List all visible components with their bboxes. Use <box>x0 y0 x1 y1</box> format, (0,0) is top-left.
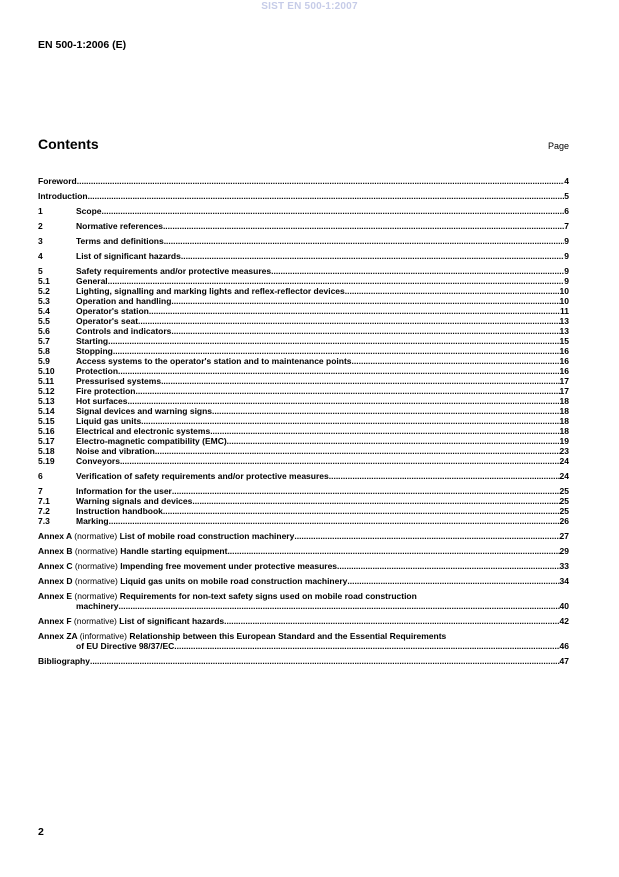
toc-entry[interactable] <box>38 456 569 466</box>
dot-leader <box>77 176 565 186</box>
dot-leader <box>119 601 560 611</box>
dot-leader <box>192 496 559 506</box>
entry-title: Introduction <box>38 191 88 201</box>
entry-page: 10 <box>559 286 569 296</box>
entry-number: 1 <box>38 206 43 216</box>
entry-number: 5.19 <box>38 456 55 466</box>
toc-entry[interactable] <box>38 326 569 336</box>
entry-page: 9 <box>564 236 569 246</box>
annex-page: 34 <box>559 576 569 586</box>
annex-title: List of mobile road construction machinery <box>119 531 295 541</box>
page-column-label: Page <box>547 141 569 151</box>
dot-leader <box>113 346 560 356</box>
annex-title-continued: machinery <box>76 601 119 611</box>
toc-entry[interactable] <box>38 306 569 316</box>
entry-number: 7.3 <box>38 516 50 526</box>
entry-title: Pressurised systems <box>76 376 162 386</box>
entry-number: 5.10 <box>38 366 55 376</box>
annex-title: List of significant hazards <box>119 616 225 626</box>
entry-title: Normative references <box>76 221 163 231</box>
entry-number: 5.12 <box>38 386 55 396</box>
annex-page: 42 <box>559 616 569 626</box>
entry-page: 25 <box>559 486 569 496</box>
dot-leader <box>163 221 564 231</box>
dot-leader <box>294 531 559 541</box>
annex-page: 46 <box>559 641 569 651</box>
annex-entry[interactable] <box>38 576 569 586</box>
toc-entry[interactable] <box>38 416 569 426</box>
annex-type: (normative) <box>74 576 118 586</box>
dot-leader <box>212 406 559 416</box>
dot-leader <box>138 316 560 326</box>
annex-page: 29 <box>559 546 569 556</box>
entry-page: 23 <box>559 446 569 456</box>
toc-entry[interactable] <box>38 176 569 186</box>
watermark: SIST EN 500-1:2007 <box>261 1 358 12</box>
toc-entry[interactable] <box>38 446 569 456</box>
annex-continuation-line <box>38 641 569 651</box>
toc-entry[interactable] <box>38 286 569 296</box>
dot-leader <box>227 436 560 446</box>
toc-entry[interactable] <box>38 316 569 326</box>
annex-page: 40 <box>559 601 569 611</box>
toc-entry[interactable] <box>38 406 569 416</box>
annex-label: Annex E <box>38 591 73 601</box>
entry-number: 5.1 <box>38 276 50 286</box>
entry-page: 26 <box>559 516 569 526</box>
dot-leader <box>352 356 560 366</box>
dot-leader <box>102 206 565 216</box>
toc-entry[interactable] <box>38 251 569 261</box>
dot-leader <box>163 506 560 516</box>
entry-page: 16 <box>559 346 569 356</box>
annex-heading <box>38 546 227 556</box>
dot-leader <box>171 296 559 306</box>
toc-section-group <box>38 191 569 201</box>
annex-title: Relationship between this European Standard and the Essential Requirements <box>129 631 447 641</box>
annex-type: (normative) <box>73 616 117 626</box>
annex-type: (normative) <box>74 561 118 571</box>
entry-page: 13 <box>559 316 569 326</box>
toc-section-group <box>38 176 569 186</box>
bibliography-title: Bibliography <box>38 656 90 666</box>
dot-leader <box>171 326 559 336</box>
annex-heading <box>38 531 294 541</box>
annex-title: Liquid gas units on mobile road construction machinery <box>120 576 348 586</box>
annex-heading <box>38 576 347 586</box>
entry-title: Instruction handbook <box>76 506 163 516</box>
entry-title: Fire protection <box>76 386 136 396</box>
annex-type: (normative) <box>74 531 118 541</box>
entry-number: 5.6 <box>38 326 50 336</box>
dot-leader <box>227 546 559 556</box>
entry-number: 7 <box>38 486 43 496</box>
contents-title: Contents <box>38 136 99 152</box>
document-id: EN 500-1:2006 (E) <box>38 39 127 51</box>
entry-number: 5.13 <box>38 396 55 406</box>
entry-title: Scope <box>76 206 102 216</box>
entry-number: 6 <box>38 471 43 481</box>
entry-title: Terms and definitions <box>76 236 164 246</box>
toc-entry[interactable] <box>38 376 569 386</box>
entry-title: Stopping <box>76 346 113 356</box>
dot-leader <box>118 366 560 376</box>
annex-group <box>38 561 569 571</box>
entry-page: 18 <box>559 416 569 426</box>
entry-title: Foreword <box>38 176 77 186</box>
bibliography-page: 47 <box>559 656 569 666</box>
entry-title: Noise and vibration <box>76 446 155 456</box>
toc-entry[interactable] <box>38 486 569 496</box>
dot-leader <box>108 276 565 286</box>
entry-title: Access systems to the operator's station and to maintenance points <box>76 356 352 366</box>
toc-entry[interactable] <box>38 396 569 406</box>
annex-type: (normative) <box>74 546 118 556</box>
entry-number: 5.9 <box>38 356 50 366</box>
toc-entry[interactable] <box>38 496 569 506</box>
annex-page: 33 <box>559 561 569 571</box>
entry-page: 17 <box>559 376 569 386</box>
entry-number: 5 <box>38 266 43 276</box>
entry-number: 4 <box>38 251 43 261</box>
dot-leader <box>128 396 560 406</box>
dot-leader <box>329 471 560 481</box>
toc-entry[interactable] <box>38 336 569 346</box>
entry-page: 24 <box>559 456 569 466</box>
annex-entry[interactable] <box>38 616 569 626</box>
toc-entry[interactable] <box>38 506 569 516</box>
annex-group <box>38 531 569 541</box>
entry-number: 5.4 <box>38 306 50 316</box>
entry-number: 5.2 <box>38 286 50 296</box>
dot-leader <box>347 576 559 586</box>
toc-entry[interactable] <box>38 366 569 376</box>
toc-entry[interactable] <box>38 516 569 526</box>
annex-group <box>38 631 569 651</box>
toc-entry[interactable] <box>38 356 569 366</box>
entry-number: 5.3 <box>38 296 50 306</box>
entry-title: Electrical and electronic systems <box>76 426 211 436</box>
annex-label: Annex C <box>38 561 73 571</box>
dot-leader <box>181 251 564 261</box>
annex-label: Annex F <box>38 616 72 626</box>
bibliography-group <box>38 656 569 666</box>
annex-title: Requirements for non-text safety signs used on mobile road construction <box>119 591 417 601</box>
toc-section-group <box>38 236 569 246</box>
annex-page: 27 <box>559 531 569 541</box>
annex-group <box>38 576 569 586</box>
dot-leader <box>224 616 559 626</box>
toc-section-group <box>38 221 569 231</box>
dot-leader <box>141 416 559 426</box>
entry-page: 5 <box>564 191 569 201</box>
annex-entry[interactable] <box>38 546 569 556</box>
entry-number: 2 <box>38 221 43 231</box>
entry-page: 18 <box>559 426 569 436</box>
dot-leader <box>120 456 560 466</box>
annex-title-continued: of EU Directive 98/37/EC <box>76 641 175 651</box>
entry-page: 18 <box>559 406 569 416</box>
entry-page: 9 <box>564 266 569 276</box>
entry-number: 7.2 <box>38 506 50 516</box>
entry-title: Warning signals and devices <box>76 496 193 506</box>
toc-entry[interactable] <box>38 346 569 356</box>
entry-page: 19 <box>559 436 569 446</box>
dot-leader <box>90 656 560 666</box>
annex-type: (informative) <box>79 631 127 641</box>
toc-entry[interactable] <box>38 191 569 201</box>
annex-label: Annex A <box>38 531 72 541</box>
entry-number: 7.1 <box>38 496 50 506</box>
table-of-contents <box>38 176 569 671</box>
entry-number: 5.7 <box>38 336 50 346</box>
dot-leader <box>172 486 560 496</box>
entry-page: 24 <box>559 471 569 481</box>
entry-number: 3 <box>38 236 43 246</box>
entry-page: 25 <box>559 506 569 516</box>
entry-title: Operator's seat <box>76 316 139 326</box>
entry-page: 18 <box>559 396 569 406</box>
entry-page: 4 <box>564 176 569 186</box>
entry-number: 5.14 <box>38 406 55 416</box>
toc-section-group <box>38 486 569 526</box>
toc-entry[interactable] <box>38 426 569 436</box>
dot-leader <box>109 516 560 526</box>
entry-number: 5.17 <box>38 436 55 446</box>
annex-title: Handle starting equipment <box>120 546 228 556</box>
toc-entry[interactable] <box>38 266 569 276</box>
annex-heading <box>38 561 337 571</box>
dot-leader <box>149 306 560 316</box>
entry-title: Information for the user <box>76 486 172 496</box>
dot-leader <box>88 191 565 201</box>
annex-title: Impending free movement under protective measures <box>120 561 338 571</box>
entry-page: 17 <box>559 386 569 396</box>
dot-leader <box>271 266 564 276</box>
entry-title: Electro-magnetic compatibility (EMC) <box>76 436 227 446</box>
entry-title: Signal devices and warning signs <box>76 406 213 416</box>
annex-group <box>38 546 569 556</box>
dot-leader <box>210 426 559 436</box>
annex-heading <box>38 616 224 626</box>
entry-title: General <box>76 276 108 286</box>
entry-title: Operator's station <box>76 306 149 316</box>
entry-title: Conveyors <box>76 456 120 466</box>
annex-label: Annex D <box>38 576 73 586</box>
annex-first-line <box>38 631 569 641</box>
annex-entry[interactable] <box>38 531 569 541</box>
entry-page: 25 <box>559 496 569 506</box>
entry-title: Controls and indicators <box>76 326 172 336</box>
toc-section-group <box>38 266 569 466</box>
toc-section-group <box>38 251 569 261</box>
dot-leader <box>337 561 560 571</box>
entry-page: 15 <box>559 336 569 346</box>
toc-entry[interactable] <box>38 296 569 306</box>
dot-leader <box>136 386 560 396</box>
entry-title: Protection <box>76 366 119 376</box>
toc-section-group <box>38 471 569 481</box>
dot-leader <box>155 446 560 456</box>
annex-entry[interactable] <box>38 591 569 611</box>
annex-label: Annex B <box>38 546 73 556</box>
toc-entry[interactable] <box>38 471 569 481</box>
toc-entry[interactable] <box>38 206 569 216</box>
toc-entry[interactable] <box>38 236 569 246</box>
entry-title: Hot surfaces <box>76 396 128 406</box>
toc-section-group <box>38 206 569 216</box>
annex-group <box>38 616 569 626</box>
page-number: 2 <box>38 826 44 838</box>
entry-page: 6 <box>564 206 569 216</box>
dot-leader <box>161 376 559 386</box>
annex-continuation-line <box>38 601 569 611</box>
entry-page: 11 <box>560 306 569 316</box>
dot-leader <box>108 336 559 346</box>
annex-type: (normative) <box>74 591 118 601</box>
entry-page: 16 <box>559 366 569 376</box>
entry-page: 9 <box>564 276 569 286</box>
entry-page: 16 <box>559 356 569 366</box>
entry-title: Starting <box>76 336 109 346</box>
toc-entry[interactable] <box>38 276 569 286</box>
entry-page: 13 <box>559 326 569 336</box>
toc-entry[interactable] <box>38 386 569 396</box>
entry-title: List of significant hazards <box>76 251 181 261</box>
entry-title: Verification of safety requirements and/or protective measures <box>76 471 329 481</box>
entry-title: Lighting, signalling and marking lights and reflex-reflector devices <box>76 286 345 296</box>
entry-number: 5.16 <box>38 426 55 436</box>
annex-first-line <box>38 591 569 601</box>
dot-leader <box>174 641 559 651</box>
entry-number: 5.15 <box>38 416 55 426</box>
bibliography-entry[interactable] <box>38 656 569 666</box>
entry-number: 5.8 <box>38 346 50 356</box>
dot-leader <box>164 236 565 246</box>
entry-page: 9 <box>564 251 569 261</box>
annex-label: Annex ZA <box>38 631 78 641</box>
entry-number: 5.11 <box>38 376 55 386</box>
toc-entry[interactable] <box>38 221 569 231</box>
entry-title: Safety requirements and/or protective measures <box>76 266 272 276</box>
entry-title: Liquid gas units <box>76 416 142 426</box>
toc-entry[interactable] <box>38 436 569 446</box>
entry-page: 10 <box>559 296 569 306</box>
entry-title: Operation and handling <box>76 296 172 306</box>
annex-entry[interactable] <box>38 561 569 571</box>
entry-number: 5.5 <box>38 316 50 326</box>
entry-number: 5.18 <box>38 446 55 456</box>
dot-leader <box>345 286 560 296</box>
annex-group <box>38 591 569 611</box>
entry-page: 7 <box>564 221 569 231</box>
annex-entry[interactable] <box>38 631 569 651</box>
entry-title: Marking <box>76 516 109 526</box>
